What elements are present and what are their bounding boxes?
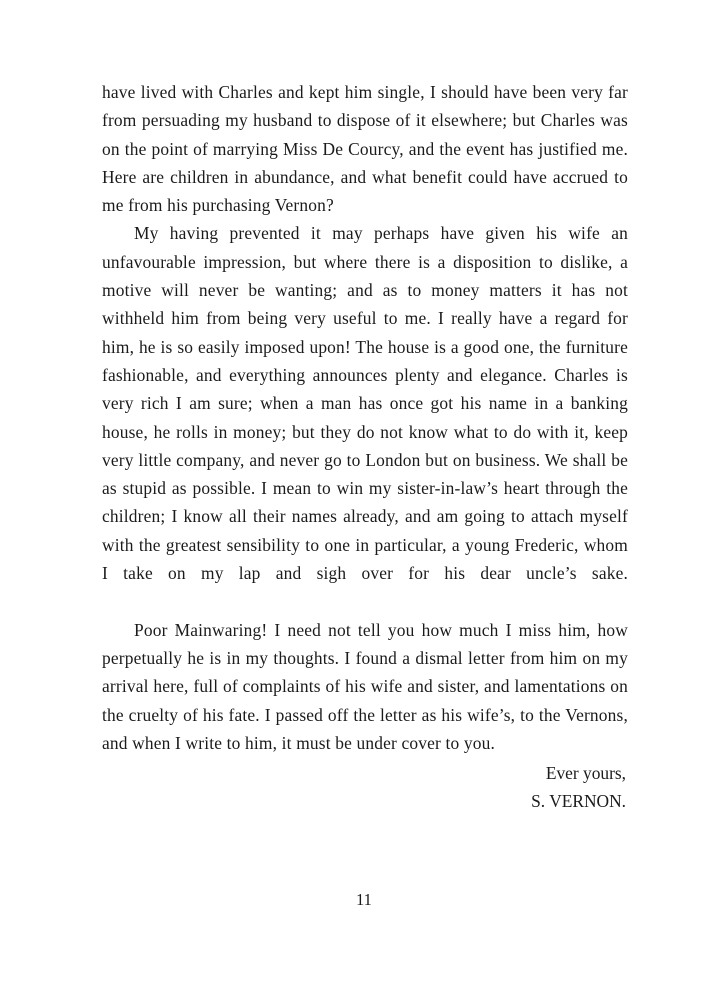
body-text: [102, 78, 628, 757]
paragraph: My having prevented it may perhaps have given his wife an unfavourable impression, but where there is a disposition to dislike, a motive will never be wanting; and as to money matters it has not withheld him from being very useful to me. I really have a regard for him, he is so easily imposed upon! The house is a good one, the furniture fashionable, and everything announces plenty and elegance. Charles is very rich I am sure; when a man has once got his name in a banking house, he rolls in money; but they do not know what to do with it, keep very little company, and never go to London but on business. We shall be as stupid as possible. I mean to win my sister-in-law’s heart through the children; I know all their names already, and am going to attach myself with the greatest sensibility to one in particular, a young Frederic, whom I take on my lap and sigh over for his dear uncle’s sake.: [102, 223, 628, 584]
signoff-signature: S. VERNON.: [531, 791, 626, 812]
signoff-closing: Ever yours,: [545, 763, 626, 784]
letter-signoff: [102, 759, 628, 816]
page-number: 11: [356, 890, 372, 909]
paragraph: have lived with Charles and kept him single, I should have been very far from persuading my husband to dispose of it elsewhere; but Charles was on the point of marrying Miss De Courcy, and the event has justified me. Here are children in abundance, and what benefit could have accrued to me from his purchasing Vernon?: [102, 82, 628, 216]
paragraph: Poor Mainwaring! I need not tell you how much I miss him, how perpetually he is in my thoughts. I found a dismal letter from him on my arrival here, full of complaints of his wife and sister, and lamentations on the cruelty of his fate. I passed off the letter as his wife’s, to the Vernons, and when I write to him, it must be under cover to you.: [102, 619, 628, 753]
